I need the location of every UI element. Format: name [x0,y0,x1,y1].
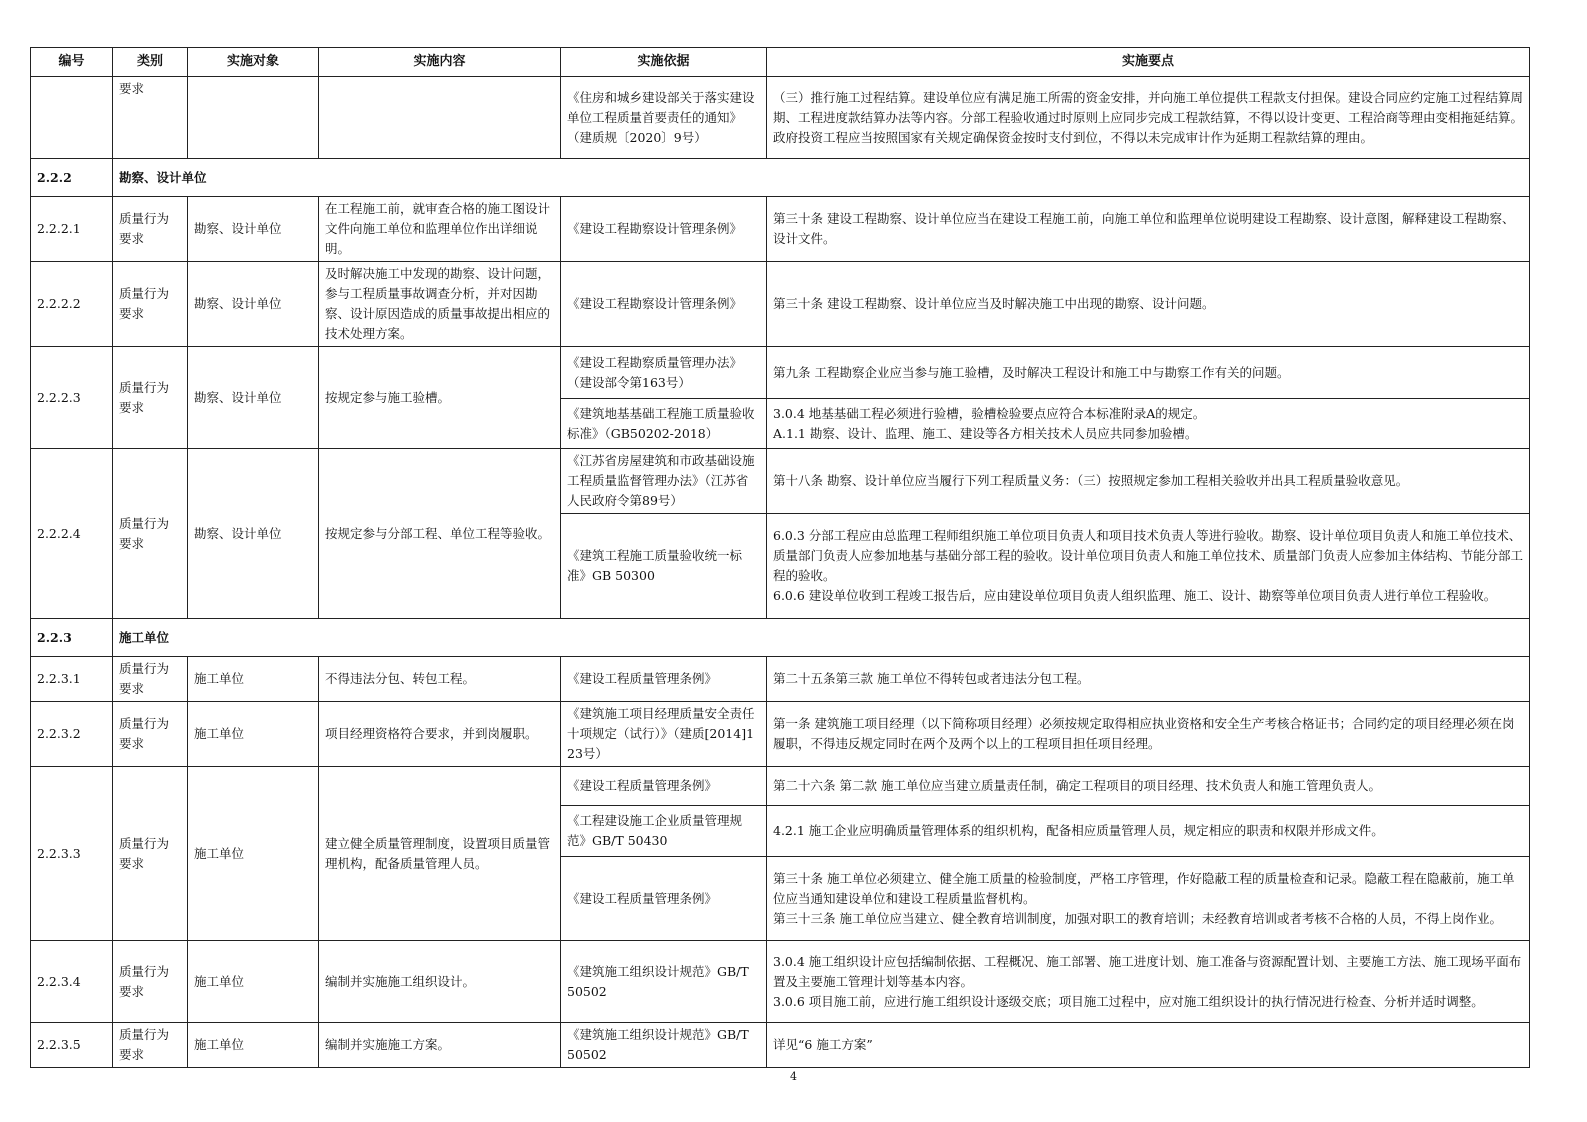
row-basis: 《江苏省房屋建筑和市政基础设施工程质量监督管理办法》（江苏省人民政府令第89号） [561,449,767,514]
row-basis: 《建筑施工项目经理质量安全责任十项规定（试行）》（建质[2014]123号） [561,702,767,767]
row-content: 按规定参与分部工程、单位工程等验收。 [319,449,561,619]
row-category: 质量行为要求 [113,702,188,767]
point-line: 第三十三条 施工单位应当建立、健全教育培训制度，加强对职工的教育培训；未经教育培训或者考核不合格的人员，不得上岗作业。 [773,910,1502,926]
point-line: 6.0.3 分部工程应由总监理工程师组织施工单位项目负责人和项目技术负责人等进行验收。勘察、设计单位项目负责人和施工单位技术、质量部门负责人应参加地基与基础分部工程的验收。设计单位项目负责人和施工单位技术、质量部门负责人应参加主体结构、节能分部工程的验收。 [773,528,1524,583]
row-content: 建立健全质量管理制度，设置项目质量管理机构，配备质量管理人员。 [319,767,561,941]
row-basis: 《建筑施工组织设计规范》GB/T 50502 [561,941,767,1023]
row-points: 第三十条 建设工程勘察、设计单位应当在建设工程施工前，向施工单位和监理单位说明建设工程勘察、设计意图，解释建设工程勘察、设计文件。 [767,197,1530,262]
point-line: A.1.1 勘察、设计、监理、施工、建设等各方相关技术人员应共同参加验槽。 [773,425,1198,441]
header-num: 编号 [31,48,113,77]
row-points [767,514,1530,619]
section-num: 2.2.3 [31,619,113,657]
row-content: 在工程施工前，就审查合格的施工图设计文件向施工单位和监理单位作出详细说明。 [319,197,561,262]
row-content: 不得违法分包、转包工程。 [319,657,561,702]
table-row [31,197,1530,262]
section-title: 勘察、设计单位 [113,159,1530,197]
row-content: 编制并实施施工方案。 [319,1023,561,1068]
row-points: 4.2.1 施工企业应明确质量管理体系的组织机构，配备相应质量管理人员，规定相应的职责和权限并形成文件。 [767,806,1530,857]
row-content [319,77,561,159]
table-row [31,77,1530,159]
row-basis: 《建设工程质量管理条例》 [561,767,767,806]
row-points: 第九条 工程勘察企业应当参与施工验槽，及时解决工程设计和施工中与勘察工作有关的问题。 [767,347,1530,399]
row-basis: 《工程建设施工企业质量管理规范》GB/T 50430 [561,806,767,857]
header-row [31,48,1530,77]
section-title: 施工单位 [113,619,1530,657]
page-number: 4 [790,1070,797,1083]
row-content: 及时解决施工中发现的勘察、设计问题，参与工程质量事故调查分析，并对因勘察、设计原因造成的质量事故提出相应的技术处理方案。 [319,262,561,347]
row-points: 详见“6 施工方案” [767,1023,1530,1068]
row-target: 勘察、设计单位 [188,262,319,347]
header-category: 类别 [113,48,188,77]
row-target [188,77,319,159]
row-points: 第二十五条第三款 施工单位不得转包或者违法分包工程。 [767,657,1530,702]
row-num: 2.2.3.2 [31,702,113,767]
row-content: 按规定参与施工验槽。 [319,347,561,449]
row-basis: 《建筑施工组织设计规范》GB/T 50502 [561,1023,767,1068]
table-row [31,767,1530,806]
row-basis: 《建设工程勘察设计管理条例》 [561,262,767,347]
row-points [767,399,1530,449]
row-target: 施工单位 [188,941,319,1023]
row-num: 2.2.2.4 [31,449,113,619]
row-category: 要求 [113,77,188,159]
header-content: 实施内容 [319,48,561,77]
table-row [31,347,1530,399]
row-num: 2.2.2.1 [31,197,113,262]
row-category: 质量行为要求 [113,657,188,702]
row-basis: 《建设工程勘察质量管理办法》（建设部令第163号） [561,347,767,399]
row-basis: 《建设工程质量管理条例》 [561,657,767,702]
point-line: 第三十条 施工单位必须建立、健全施工质量的检验制度，严格工序管理，作好隐蔽工程的质量检查和记录。隐蔽工程在隐蔽前，施工单位应当通知建设单位和建设工程质量监督机构。 [773,870,1515,906]
row-num: 2.2.2.2 [31,262,113,347]
point-line: 3.0.4 施工组织设计应包括编制依据、工程概况、施工部署、施工进度计划、施工准备与资源配置计划、主要施工方法、施工现场平面布置及主要施工管理计划等基本内容。 [773,953,1522,989]
section-num: 2.2.2 [31,159,113,197]
row-points: （三）推行施工过程结算。建设单位应有满足施工所需的资金安排，并向施工单位提供工程款支付担保。建设合同应约定施工过程结算周期、工程进度款结算办法等内容。分部工程验收通过时原则上应同步完成工程款结算，不得以设计变更、工程洽商等理由变相拖延结算。政府投资工程应当按照国家有关规定确保资金按时支付到位，不得以未完成审计作为延期工程款结算的理由。 [767,77,1530,159]
regulation-table [30,47,1530,1068]
row-content: 编制并实施施工组织设计。 [319,941,561,1023]
table-row [31,657,1530,702]
row-num [31,77,113,159]
table-row [31,1023,1530,1068]
row-points: 第十八条 勘察、设计单位应当履行下列工程质量义务：（三）按照规定参加工程相关验收并出具工程质量验收意见。 [767,449,1530,514]
row-points [767,857,1530,941]
row-category: 质量行为要求 [113,449,188,619]
row-target: 施工单位 [188,702,319,767]
row-basis: 《建设工程质量管理条例》 [561,857,767,941]
row-target: 施工单位 [188,767,319,941]
row-basis: 《建筑工程施工质量验收统一标准》GB 50300 [561,514,767,619]
row-target: 施工单位 [188,1023,319,1068]
row-points: 第一条 建筑施工项目经理（以下简称项目经理）必须按规定取得相应执业资格和安全生产考核合格证书；合同约定的项目经理必须在岗履职，不得违反规定同时在两个及两个以上的工程项目担任项目经理。 [767,702,1530,767]
row-category: 质量行为要求 [113,941,188,1023]
section-row [31,619,1530,657]
row-category: 质量行为要求 [113,347,188,449]
table-row [31,262,1530,347]
row-basis: 《建设工程勘察设计管理条例》 [561,197,767,262]
table-row [31,941,1530,1023]
row-category: 质量行为要求 [113,767,188,941]
row-num: 2.2.3.1 [31,657,113,702]
row-num: 2.2.3.4 [31,941,113,1023]
row-target: 施工单位 [188,657,319,702]
header-basis: 实施依据 [561,48,767,77]
row-category: 质量行为要求 [113,1023,188,1068]
row-target: 勘察、设计单位 [188,449,319,619]
row-points: 第二十六条 第二款 施工单位应当建立质量责任制，确定工程项目的项目经理、技术负责人和施工管理负责人。 [767,767,1530,806]
row-content: 项目经理资格符合要求，并到岗履职。 [319,702,561,767]
row-num: 2.2.2.3 [31,347,113,449]
row-category: 质量行为要求 [113,262,188,347]
header-points: 实施要点 [767,48,1530,77]
point-line: 3.0.4 地基基础工程必须进行验槽，验槽检验要点应符合本标准附录A的规定。 [773,405,1206,421]
table-row [31,702,1530,767]
row-num: 2.2.3.5 [31,1023,113,1068]
section-row [31,159,1530,197]
header-target: 实施对象 [188,48,319,77]
row-target: 勘察、设计单位 [188,197,319,262]
table-row [31,449,1530,514]
point-line: 3.0.6 项目施工前，应进行施工组织设计逐级交底；项目施工过程中，应对施工组织设计的执行情况进行检查、分析并适时调整。 [773,993,1484,1009]
row-basis: 《建筑地基基础工程施工质量验收标准》（GB50202-2018） [561,399,767,449]
row-num: 2.2.3.3 [31,767,113,941]
row-points [767,941,1530,1023]
row-basis: 《住房和城乡建设部关于落实建设单位工程质量首要责任的通知》（建质规〔2020〕9号） [561,77,767,159]
row-target: 勘察、设计单位 [188,347,319,449]
row-points: 第三十条 建设工程勘察、设计单位应当及时解决施工中出现的勘察、设计问题。 [767,262,1530,347]
row-category: 质量行为要求 [113,197,188,262]
point-line: 6.0.6 建设单位收到工程竣工报告后，应由建设单位项目负责人组织监理、施工、设计、勘察等单位项目负责人进行单位工程验收。 [773,588,1497,603]
